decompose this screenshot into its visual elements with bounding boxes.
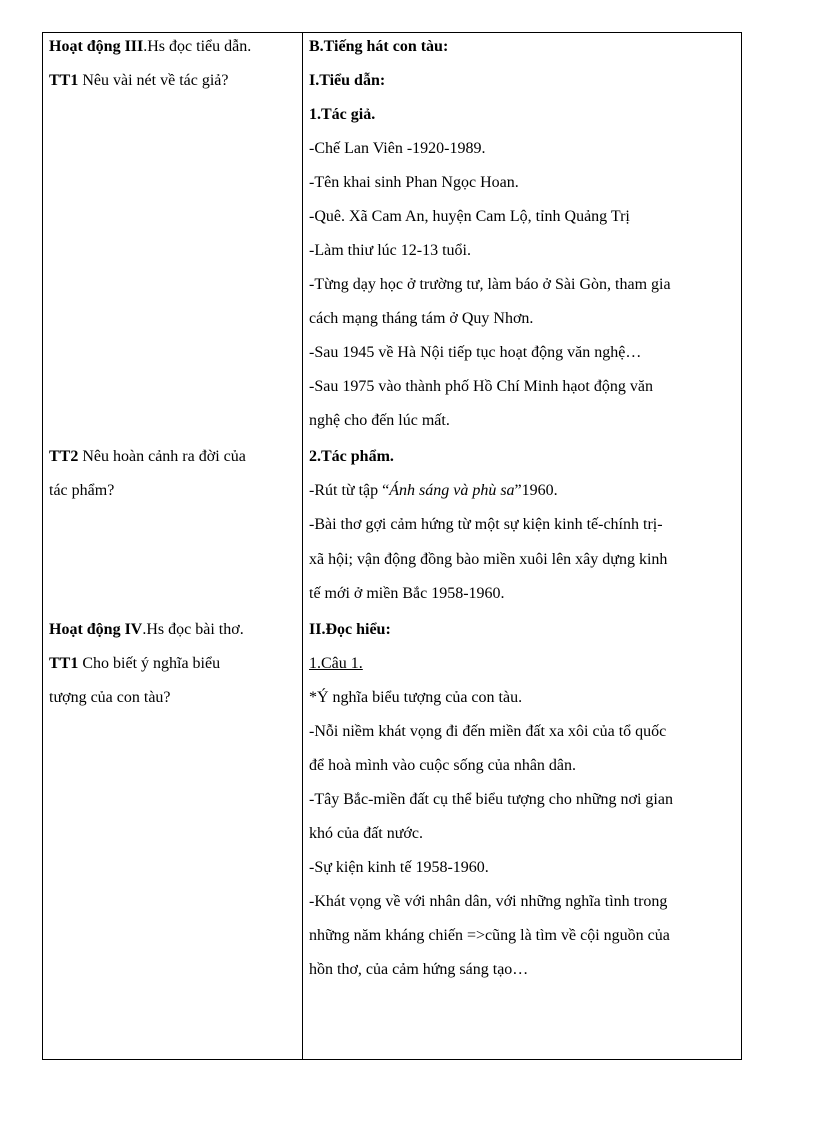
symbol-line: -Khát vọng về với nhân dân, với những nghĩa tình trong (309, 893, 668, 910)
section-title: B.Tiếng hát con tàu: (309, 38, 449, 55)
author-line: -Từng dạy học ở trường tư, làm báo ở Sài Gòn, tham gia (309, 276, 671, 293)
author-line: -Chế Lan Viên -1920-1989. (309, 140, 486, 157)
tt1b-question-line-2: tượng của con tàu? (49, 689, 171, 706)
symbol-line: khó của đất nước. (309, 825, 423, 842)
tt2-label: TT2 (49, 448, 79, 465)
author-heading: 1.Tác giả. (309, 106, 376, 123)
tt2-question-line-2: tác phẩm? (49, 482, 115, 499)
author-line: -Tên khai sinh Phan Ngọc Hoan. (309, 174, 519, 191)
tt1b-text-1: Cho biết ý nghĩa biểu (78, 655, 221, 672)
intro-heading: I.Tiểu dẫn: (309, 72, 386, 89)
symbol-line: *Ý nghĩa biểu tượng của con tàu. (309, 689, 523, 706)
activity-4-title: Hoạt động IV (49, 621, 143, 638)
tt2-question-line-1 (49, 447, 246, 467)
lesson-table (42, 32, 742, 1060)
tt1b-label: TT1 (49, 655, 79, 672)
work-line: tế mới ở miền Bắc 1958-1960. (309, 585, 505, 602)
tt1-label: TT1 (49, 72, 79, 89)
symbol-line: -Nỗi niềm khát vọng đi đến miền đất xa xôi của tổ quốc (309, 723, 667, 740)
symbol-line: -Tây Bắc-miền đất cụ thể biểu tượng cho những nơi gian (309, 791, 673, 808)
activity-3-text: .Hs đọc tiểu dẫn. (143, 38, 252, 55)
tt2-text-1: Nêu hoàn cảnh ra đời của (78, 448, 246, 465)
author-line: -Sau 1975 vào thành phố Hồ Chí Minh hạot động văn (309, 378, 653, 395)
activity-3-line (49, 37, 251, 57)
work-source-prefix: -Rút từ tập “ (309, 482, 390, 499)
activity-4-line (49, 620, 244, 640)
question-1-heading: 1.Câu 1. (309, 655, 363, 672)
tt1-text: Nêu vài nét về tác giả? (78, 72, 229, 89)
author-line: cách mạng tháng tám ở Quy Nhơn. (309, 310, 534, 327)
reading-heading: II.Đọc hiểu: (309, 621, 391, 638)
activity-4-text: .Hs đọc bài thơ. (142, 621, 244, 638)
symbol-line: để hoà mình vào cuộc sống của nhân dân. (309, 757, 577, 774)
work-collection-title: Ánh sáng và phù sa (389, 482, 515, 499)
symbol-line: những năm kháng chiến =>cũng là tìm về cội nguồn của (309, 927, 670, 944)
author-line: -Làm thiư lúc 12-13 tuổi. (309, 242, 471, 259)
work-line: xã hội; vận động đồng bào miền xuôi lên xây dựng kinh (309, 551, 668, 568)
work-source-suffix: ”1960. (514, 482, 558, 499)
symbol-line: -Sự kiện kinh tế 1958-1960. (309, 859, 489, 876)
author-line: nghệ cho đến lúc mất. (309, 412, 450, 429)
work-line: -Bài thơ gợi cảm hứng từ một sự kiện kinh tế-chính trị- (309, 516, 663, 533)
author-line: -Sau 1945 về Hà Nội tiếp tục hoạt động văn nghệ… (309, 344, 642, 361)
activity-3-title: Hoạt động III (49, 38, 144, 55)
work-heading: 2.Tác phẩm. (309, 448, 394, 465)
author-line: -Quê. Xã Cam An, huyện Cam Lộ, tỉnh Quảng Trị (309, 208, 630, 225)
work-source-line (309, 481, 558, 501)
symbol-line: hồn thơ, của cảm hứng sáng tạo… (309, 961, 529, 978)
tt1-question-line (49, 71, 229, 91)
tt1b-question-line-1 (49, 654, 220, 674)
column-divider (302, 33, 303, 1059)
